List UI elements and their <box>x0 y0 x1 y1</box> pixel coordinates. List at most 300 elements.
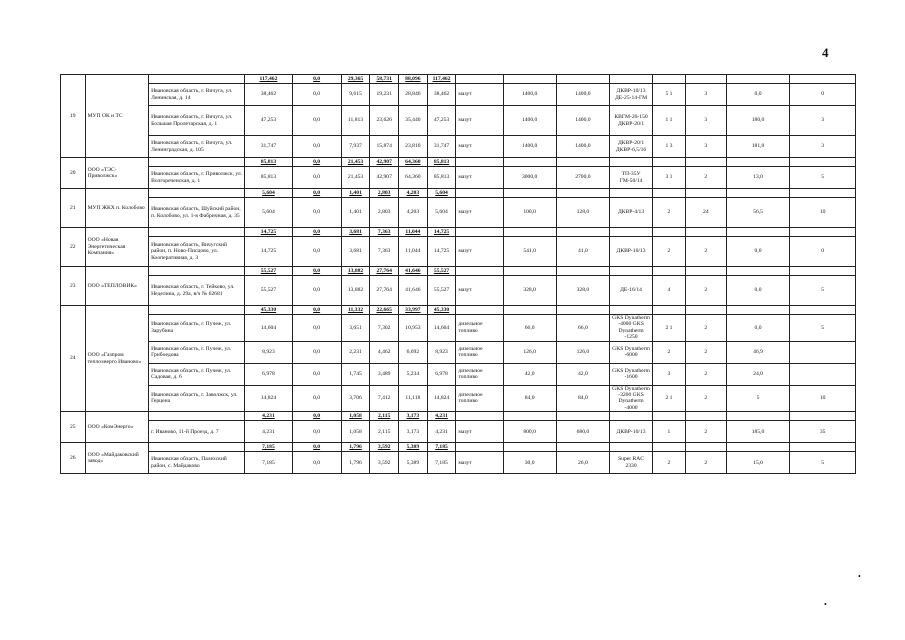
total-value: 5,389 <box>399 443 428 452</box>
empty-cell <box>556 267 609 276</box>
fuel-value: 41,646 <box>399 276 428 306</box>
fuel-value: 3,706 <box>341 385 370 412</box>
stray-mark: • <box>858 572 861 581</box>
fuel-value: 14,604 <box>427 315 456 342</box>
fuel-value: 6,692 <box>399 341 428 363</box>
fuel-value: 0,0 <box>292 167 341 189</box>
empty-cell <box>726 75 790 84</box>
total-value: 0,0 <box>292 228 341 237</box>
days-value <box>790 341 856 363</box>
address-empty <box>149 267 245 276</box>
address-empty <box>149 443 245 452</box>
fuel-value: 6,978 <box>427 363 456 385</box>
total-value: 4,203 <box>399 189 428 198</box>
total-value: 0,0 <box>292 158 341 167</box>
empty-cell <box>790 306 856 315</box>
total-value: 1,401 <box>341 189 370 198</box>
total-value: 21,453 <box>341 158 370 167</box>
days-value: 0 <box>790 237 856 267</box>
count-value: 2 <box>685 363 726 385</box>
fuel-value: 1,401 <box>341 198 370 228</box>
empty-cell <box>556 412 609 421</box>
fuel-value: 14,604 <box>245 315 292 342</box>
boiler-type: ДКВР-20/1 ДКВР-6,5/16 <box>610 136 653 158</box>
reserve-value: 185,0 <box>726 421 790 443</box>
fuel-value: 38,462 <box>245 84 292 106</box>
capacity-value: 42,0 <box>503 363 556 385</box>
fuel-value: 11,813 <box>341 106 370 136</box>
fuel-value: 5,604 <box>427 198 456 228</box>
days-value: 3 <box>790 136 856 158</box>
empty-cell <box>790 189 856 198</box>
table-row <box>61 237 856 267</box>
empty-cell <box>653 412 686 421</box>
stray-mark: • <box>824 600 827 609</box>
capacity-value: 2700,0 <box>556 167 609 189</box>
total-value: 41,646 <box>399 267 428 276</box>
capacity-value: 100,0 <box>503 198 556 228</box>
total-value: 45,330 <box>245 306 292 315</box>
facility-address: Ивановская область, г. Вичуга, ул. Большая Пролетарская, д. 1 <box>149 106 245 136</box>
capacity-value: 541,0 <box>503 237 556 267</box>
empty-cell <box>610 189 653 198</box>
fuel-value: 19,231 <box>370 84 399 106</box>
boiler-count: 1 <box>653 421 686 443</box>
organization-name: ООО «Газпром теплоэнерго Иваново» <box>85 306 149 412</box>
empty-cell <box>790 443 856 452</box>
total-value: 7,185 <box>245 443 292 452</box>
count-value: 3 <box>685 136 726 158</box>
total-value: 4,231 <box>245 412 292 421</box>
facility-address: Ивановская область, Шуйский район, п. Колобово, ул. 1-я Фабричная, д. 35 <box>149 198 245 228</box>
boiler-count: 1 1 <box>653 106 686 136</box>
fuel-value: 5,389 <box>399 452 428 474</box>
empty-cell <box>610 158 653 167</box>
fuel-value: 4,462 <box>370 341 399 363</box>
empty-cell <box>456 443 503 452</box>
empty-cell <box>556 158 609 167</box>
fuel-value: 4,231 <box>245 421 292 443</box>
boiler-type: GKS Dynatherm -3200 GKS Dynatherm -4000 <box>610 385 653 412</box>
fuel-value: 4,203 <box>399 198 428 228</box>
total-value: 88,096 <box>399 75 428 84</box>
empty-cell <box>685 443 726 452</box>
total-value: 58,731 <box>370 75 399 84</box>
fuel-value: 8,923 <box>245 341 292 363</box>
capacity-value: 1400,0 <box>556 136 609 158</box>
total-value: 11,332 <box>341 306 370 315</box>
fuel-value: 42,907 <box>370 167 399 189</box>
fuel-value: 7,937 <box>341 136 370 158</box>
total-value: 117,462 <box>427 75 456 84</box>
facility-address: Ивановская область, г. Вичуга, ул. Ленинградская, д. 105 <box>149 136 245 158</box>
table-row <box>61 84 856 106</box>
boiler-type: GKS Dynatherm -4000 GKS Dynatherm -1250 <box>610 315 653 342</box>
fuel-value: 2,231 <box>341 341 370 363</box>
organization-name: ООО «КомЭнерго» <box>85 412 149 443</box>
fuel-value: 7,412 <box>370 385 399 412</box>
total-value: 7,185 <box>427 443 456 452</box>
address-empty <box>149 158 245 167</box>
capacity-value: 328,0 <box>503 276 556 306</box>
fuel-value: 0,0 <box>292 276 341 306</box>
boiler-type: ДЕ-16/14 <box>610 276 653 306</box>
boiler-type: ДКВР-10/13 ДЕ-25-14-ГМ <box>610 84 653 106</box>
fuel-value: 0,0 <box>292 237 341 267</box>
empty-cell <box>685 158 726 167</box>
fuel-value: 15,874 <box>370 136 399 158</box>
total-value: 42,907 <box>370 158 399 167</box>
fuel-value: 64,360 <box>399 167 428 189</box>
empty-cell <box>503 75 556 84</box>
empty-cell <box>726 443 790 452</box>
empty-cell <box>726 412 790 421</box>
empty-cell <box>653 267 686 276</box>
facility-address: г. Иваново, 11-й Проезд, д. 7 <box>149 421 245 443</box>
total-value: 55,527 <box>245 267 292 276</box>
fuel-value: 7,302 <box>370 315 399 342</box>
empty-cell <box>685 189 726 198</box>
table-row <box>61 421 856 443</box>
fuel-value: 13,882 <box>341 276 370 306</box>
fuel-value: 14,725 <box>245 237 292 267</box>
empty-cell <box>685 306 726 315</box>
empty-cell <box>456 267 503 276</box>
facility-address: Ивановская область, г. Пучеж, ул. Зарубина <box>149 315 245 342</box>
fuel-value: 2,803 <box>370 198 399 228</box>
capacity-value: 84,0 <box>503 385 556 412</box>
empty-cell <box>456 306 503 315</box>
reserve-value: 15,0 <box>726 452 790 474</box>
empty-cell <box>685 228 726 237</box>
reserve-value: 5 <box>726 385 790 412</box>
fuel-value: 7,363 <box>370 237 399 267</box>
count-value: 2 <box>685 167 726 189</box>
row-number: 22 <box>61 228 86 267</box>
boiler-count: 2 1 <box>653 315 686 342</box>
facility-address: Ивановская область, г. Пучеж, ул. Садовая, д. 6 <box>149 363 245 385</box>
fuel-value: 3,173 <box>399 421 428 443</box>
reserve-value: 56,5 <box>726 198 790 228</box>
fuel-value: 14,725 <box>427 237 456 267</box>
reserve-value: 0,0 <box>726 276 790 306</box>
address-empty <box>149 189 245 198</box>
fuel-value: 14,824 <box>427 385 456 412</box>
empty-cell <box>610 306 653 315</box>
empty-cell <box>456 158 503 167</box>
reserve-value: 13,0 <box>726 167 790 189</box>
boiler-count: 2 <box>653 341 686 363</box>
count-value: 2 <box>685 276 726 306</box>
fuel-value: 21,453 <box>341 167 370 189</box>
count-value: 2 <box>685 452 726 474</box>
row-number: 25 <box>61 412 86 443</box>
fuel-value: 55,527 <box>245 276 292 306</box>
boiler-type: КВГМ-20-150 ДКВР-20/1 <box>610 106 653 136</box>
fuel-value: 0,0 <box>292 421 341 443</box>
total-value: 5,604 <box>245 189 292 198</box>
boiler-count: 2 <box>653 237 686 267</box>
table-row <box>61 341 856 363</box>
empty-cell <box>503 306 556 315</box>
table-row-total <box>61 228 856 237</box>
total-value: 5,604 <box>427 189 456 198</box>
total-value: 64,360 <box>399 158 428 167</box>
total-value: 2,115 <box>370 412 399 421</box>
capacity-value: 126,0 <box>503 341 556 363</box>
fuel-value: 23,810 <box>399 136 428 158</box>
table-row-total <box>61 267 856 276</box>
fuel-value: 0,0 <box>292 198 341 228</box>
empty-cell <box>503 189 556 198</box>
address-empty <box>149 75 245 84</box>
boiler-count: 3 1 <box>653 167 686 189</box>
days-value: 3 <box>790 106 856 136</box>
empty-cell <box>726 228 790 237</box>
table-row-total <box>61 412 856 421</box>
capacity-value: 41,0 <box>556 237 609 267</box>
empty-cell <box>790 75 856 84</box>
empty-cell <box>726 158 790 167</box>
boiler-count: 4 <box>653 276 686 306</box>
fuel-value: 23,626 <box>370 106 399 136</box>
capacity-value: 126,0 <box>556 341 609 363</box>
total-value: 22,665 <box>370 306 399 315</box>
count-value: 24 <box>685 198 726 228</box>
fuel-value: 1,796 <box>341 452 370 474</box>
fuel-value: 38,462 <box>427 84 456 106</box>
fuel-type: мазут <box>456 276 503 306</box>
empty-cell <box>556 75 609 84</box>
count-value: 2 <box>685 237 726 267</box>
fuel-value: 8,923 <box>427 341 456 363</box>
fuel-value: 3,489 <box>370 363 399 385</box>
count-value: 2 <box>685 421 726 443</box>
table-row <box>61 136 856 158</box>
row-number: 21 <box>61 189 86 228</box>
table-row-total <box>61 443 856 452</box>
boiler-count: 3 <box>653 363 686 385</box>
table-row-total <box>61 75 856 84</box>
total-value: 2,803 <box>370 189 399 198</box>
total-value: 0,0 <box>292 267 341 276</box>
capacity-value: 1400,0 <box>556 84 609 106</box>
days-value: 5 <box>790 452 856 474</box>
organization-name: ООО «ТЕПЛОВИК» <box>85 267 149 306</box>
empty-cell <box>610 228 653 237</box>
fuel-value: 31,747 <box>427 136 456 158</box>
fuel-value: 0,0 <box>292 315 341 342</box>
capacity-value: 66,0 <box>503 315 556 342</box>
days-value: 10 <box>790 385 856 412</box>
address-empty <box>149 412 245 421</box>
days-value: 10 <box>790 198 856 228</box>
fuel-value: 27,764 <box>370 276 399 306</box>
boiler-type: ДКВР-10/13 <box>610 237 653 267</box>
fuel-value: 85,813 <box>427 167 456 189</box>
row-number: 19 <box>61 75 86 158</box>
fuel-type: мазут <box>456 198 503 228</box>
empty-cell <box>685 267 726 276</box>
fuel-type: мазут <box>456 167 503 189</box>
fuel-value: 11,118 <box>399 385 428 412</box>
fuel-type: дизельное топливо <box>456 315 503 342</box>
table-row <box>61 167 856 189</box>
total-value: 0,0 <box>292 412 341 421</box>
empty-cell <box>556 443 609 452</box>
fuel-type: мазут <box>456 136 503 158</box>
total-value: 0,0 <box>292 443 341 452</box>
fuel-value: 2,115 <box>370 421 399 443</box>
fuel-value: 47,253 <box>245 106 292 136</box>
empty-cell <box>653 75 686 84</box>
empty-cell <box>790 412 856 421</box>
fuel-value: 0,0 <box>292 106 341 136</box>
capacity-value: 42,0 <box>556 363 609 385</box>
fuel-value: 3,592 <box>370 452 399 474</box>
days-value: 5 <box>790 315 856 342</box>
empty-cell <box>610 75 653 84</box>
facility-address: Ивановская область, Палехский район, с. Майдаково <box>149 452 245 474</box>
table-row <box>61 363 856 385</box>
fuel-type: дизельное топливо <box>456 341 503 363</box>
capacity-value: 1400,0 <box>503 136 556 158</box>
fuel-type: дизельное топливо <box>456 385 503 412</box>
fuel-value: 0,0 <box>292 363 341 385</box>
empty-cell <box>653 158 686 167</box>
total-value: 85,813 <box>245 158 292 167</box>
capacity-value: 1400,0 <box>503 106 556 136</box>
empty-cell <box>503 228 556 237</box>
count-value: 2 <box>685 385 726 412</box>
days-value: 5 <box>790 276 856 306</box>
fuel-value: 0,0 <box>292 136 341 158</box>
fuel-value: 28,846 <box>399 84 428 106</box>
empty-cell <box>790 267 856 276</box>
days-value <box>790 363 856 385</box>
capacity-value: 680,0 <box>556 421 609 443</box>
reserve-value: 0,0 <box>726 84 790 106</box>
facility-address: Ивановская область, г. Пучеж, ул. Грибоедова <box>149 341 245 363</box>
table-row <box>61 106 856 136</box>
table-row-total <box>61 306 856 315</box>
empty-cell <box>685 75 726 84</box>
row-number: 24 <box>61 306 86 412</box>
total-value: 4,231 <box>427 412 456 421</box>
reserve-value: 180,0 <box>726 106 790 136</box>
table-row <box>61 385 856 412</box>
total-value: 3,681 <box>341 228 370 237</box>
fuel-value: 35,440 <box>399 106 428 136</box>
empty-cell <box>503 158 556 167</box>
total-value: 13,882 <box>341 267 370 276</box>
empty-cell <box>726 267 790 276</box>
count-value: 3 <box>685 84 726 106</box>
fuel-type: мазут <box>456 237 503 267</box>
fuel-value: 10,953 <box>399 315 428 342</box>
empty-cell <box>653 443 686 452</box>
capacity-value: 800,0 <box>503 421 556 443</box>
empty-cell <box>653 228 686 237</box>
empty-cell <box>556 306 609 315</box>
empty-cell <box>790 228 856 237</box>
boiler-type: GKS Dynatherm -1600 <box>610 363 653 385</box>
capacity-value: 328,0 <box>556 276 609 306</box>
table-row <box>61 452 856 474</box>
facility-address: Ивановская область, г. Заволжск, ул. Герцена <box>149 385 245 412</box>
fuel-value: 0,0 <box>292 341 341 363</box>
total-value: 0,0 <box>292 75 341 84</box>
table-row-total <box>61 189 856 198</box>
fuel-value: 14,824 <box>245 385 292 412</box>
total-value: 1,796 <box>341 443 370 452</box>
fuel-type: мазут <box>456 106 503 136</box>
boiler-type: GKS Dynatherm -6000 <box>610 341 653 363</box>
total-value: 3,592 <box>370 443 399 452</box>
total-value: 0,0 <box>292 306 341 315</box>
empty-cell <box>610 412 653 421</box>
fuel-value: 1,058 <box>341 421 370 443</box>
capacity-value: 26,0 <box>556 452 609 474</box>
organization-name: МУП ОК и ТС <box>85 75 149 158</box>
total-value: 14,725 <box>245 228 292 237</box>
fuel-value: 3,681 <box>341 237 370 267</box>
capacity-value: 30,0 <box>503 452 556 474</box>
table-row <box>61 315 856 342</box>
days-value: 0 <box>790 84 856 106</box>
boiler-count: 5 1 <box>653 84 686 106</box>
capacity-value: 1400,0 <box>503 84 556 106</box>
fuel-value: 4,231 <box>427 421 456 443</box>
total-value: 33,997 <box>399 306 428 315</box>
facility-address: Ивановская область, г. Вичуга, ул. Ленинская, д. 14 <box>149 84 245 106</box>
row-number: 26 <box>61 443 86 474</box>
fuel-value: 0,0 <box>292 84 341 106</box>
reserve-value: 24,0 <box>726 363 790 385</box>
boiler-count: 2 1 <box>653 385 686 412</box>
empty-cell <box>503 267 556 276</box>
total-value: 29,365 <box>341 75 370 84</box>
empty-cell <box>790 158 856 167</box>
total-value: 1,058 <box>341 412 370 421</box>
fuel-value: 47,253 <box>427 106 456 136</box>
capacity-value: 128,0 <box>556 198 609 228</box>
boiler-type: ДКВР-4/13 <box>610 198 653 228</box>
fuel-type: дизельное топливо <box>456 363 503 385</box>
total-value: 14,725 <box>427 228 456 237</box>
empty-cell <box>456 189 503 198</box>
fuel-type: мазут <box>456 452 503 474</box>
fuel-type: мазут <box>456 84 503 106</box>
capacity-value: 1400,0 <box>556 106 609 136</box>
facility-address: Ивановская область, г. Приволжск, ул. Волгореченская, д. 1 <box>149 167 245 189</box>
organization-name: МУП ЖКХ п. Колобово <box>85 189 149 228</box>
empty-cell <box>726 189 790 198</box>
empty-cell <box>685 412 726 421</box>
total-value: 7,363 <box>370 228 399 237</box>
total-value: 117,462 <box>245 75 292 84</box>
fuel-value: 1,745 <box>341 363 370 385</box>
empty-cell <box>653 189 686 198</box>
total-value: 27,764 <box>370 267 399 276</box>
fuel-value: 5,604 <box>245 198 292 228</box>
total-value: 0,0 <box>292 189 341 198</box>
address-empty <box>149 306 245 315</box>
empty-cell <box>503 443 556 452</box>
fuel-value: 9,615 <box>341 84 370 106</box>
empty-cell <box>610 443 653 452</box>
fuel-value: 85,813 <box>245 167 292 189</box>
